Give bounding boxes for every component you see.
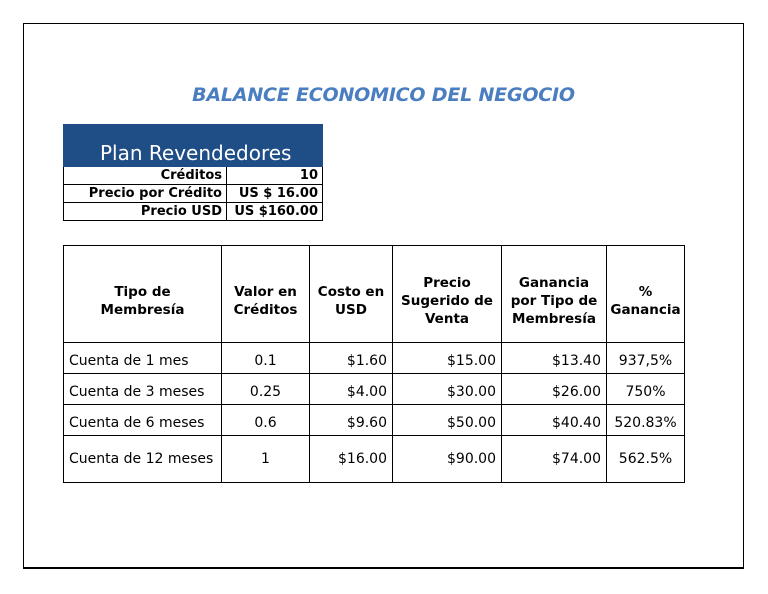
cell-credit-value: 0.1 [222,343,310,374]
cell-cost-usd: $16.00 [310,436,393,483]
plan-row-label: Precio USD [64,203,227,221]
plan-row-label: Créditos [64,167,227,185]
plan-row-value: US $ 16.00 [227,185,323,203]
cell-profit-percent: 937,5% [607,343,685,374]
cell-credit-value: 1 [222,436,310,483]
column-header: % Ganancia [607,246,685,343]
table-row [64,405,685,436]
cell-profit: $26.00 [502,374,607,405]
cell-profit-percent: 520.83% [607,405,685,436]
cell-cost-usd: $4.00 [310,374,393,405]
cell-suggested-price: $50.00 [393,405,502,436]
cell-membership-type: Cuenta de 6 meses [64,405,222,436]
cell-credit-value: 0.25 [222,374,310,405]
cell-cost-usd: $1.60 [310,343,393,374]
table-row [64,343,685,374]
cell-membership-type: Cuenta de 12 meses [64,436,222,483]
membership-table [63,245,685,483]
plan-row [64,203,323,221]
cell-profit-percent: 750% [607,374,685,405]
column-header: Tipo de Membresía [64,246,222,343]
column-header: Valor en Créditos [222,246,310,343]
plan-row-label: Precio por Crédito [64,185,227,203]
page-title: BALANCE ECONOMICO DEL NEGOCIO [192,84,575,106]
plan-row-value: US $160.00 [227,203,323,221]
plan-table [63,124,323,221]
cell-membership-type: Cuenta de 1 mes [64,343,222,374]
cell-credit-value: 0.6 [222,405,310,436]
cell-profit: $13.40 [502,343,607,374]
cell-suggested-price: $90.00 [393,436,502,483]
table-row [64,374,685,405]
cell-suggested-price: $30.00 [393,374,502,405]
column-header: Precio Sugerido de Venta [393,246,502,343]
cell-profit: $40.40 [502,405,607,436]
table-row [64,436,685,483]
column-header: Ganancia por Tipo de Membresía [502,246,607,343]
cell-suggested-price: $15.00 [393,343,502,374]
cell-membership-type: Cuenta de 3 meses [64,374,222,405]
cell-profit-percent: 562.5% [607,436,685,483]
cell-cost-usd: $9.60 [310,405,393,436]
column-header: Costo en USD [310,246,393,343]
plan-header: Plan Revendedores [64,125,323,167]
plan-row [64,167,323,185]
plan-row-value: 10 [227,167,323,185]
membership-header-row [64,246,685,343]
cell-profit: $74.00 [502,436,607,483]
plan-row [64,185,323,203]
